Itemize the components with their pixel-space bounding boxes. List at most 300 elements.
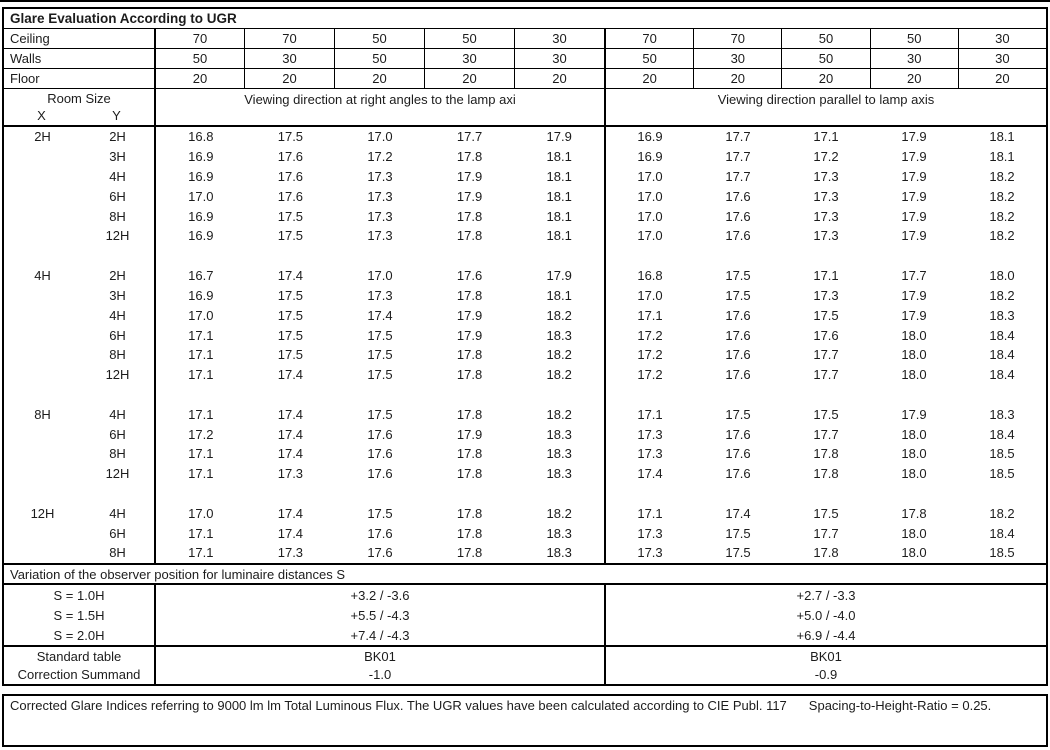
ugr-value-cell: 17.8 bbox=[813, 466, 839, 482]
right-panel-header: Viewing direction parallel to lamp axis bbox=[604, 89, 1046, 125]
room-y-value: 2H bbox=[109, 129, 126, 145]
parallel-values-group bbox=[604, 246, 1046, 266]
ugr-value-cell bbox=[870, 385, 958, 405]
ugr-value-cell bbox=[606, 484, 694, 504]
surface-row-label: Ceiling bbox=[10, 31, 50, 46]
room-x-value: 4H bbox=[34, 268, 51, 284]
right-angle-values-group bbox=[154, 345, 604, 365]
ugr-value-cell: 18.0 bbox=[901, 466, 927, 482]
surface-value-cell: 50 bbox=[334, 49, 424, 68]
ugr-value-cell: 18.1 bbox=[546, 169, 572, 185]
correction-summand-row bbox=[4, 666, 1046, 685]
ugr-value-cell: 17.6 bbox=[367, 525, 393, 541]
footer-text: Corrected Glare Indices referring to 9000 lm lm Total Luminous Flux. The UGR values have been calculated according to CIE Publ. 117 bbox=[10, 698, 787, 713]
ugr-value-cell: 17.6 bbox=[725, 307, 751, 323]
room-size-header bbox=[4, 89, 154, 125]
ugr-value-cell: 17.3 bbox=[367, 228, 393, 244]
table-row bbox=[4, 167, 1046, 187]
surface-value-cell: 70 bbox=[604, 29, 693, 48]
ugr-value-cell: 18.2 bbox=[989, 208, 1015, 224]
room-y-value: 8H bbox=[109, 208, 126, 224]
ugr-value-cell: 17.1 bbox=[637, 505, 663, 521]
variation-section-label: Variation of the observer position for luminaire distances S bbox=[4, 565, 1046, 585]
parallel-values-group bbox=[604, 147, 1046, 167]
ugr-value-cell: 17.7 bbox=[901, 268, 927, 284]
ugr-value-cell: 17.2 bbox=[188, 426, 214, 442]
room-y-value: 6H bbox=[109, 426, 126, 442]
table-row bbox=[4, 365, 1046, 385]
room-y-value: 12H bbox=[105, 367, 130, 383]
ugr-value-cell: 17.4 bbox=[277, 525, 304, 541]
ugr-value-cell: 17.6 bbox=[725, 208, 751, 224]
ugr-value-cell: 17.3 bbox=[367, 188, 393, 204]
surface-value-cell: 20 bbox=[781, 69, 869, 88]
ugr-value-cell: 17.0 bbox=[637, 228, 663, 244]
ugr-value-cell: 18.2 bbox=[546, 367, 572, 383]
right-angle-values-group bbox=[154, 286, 604, 306]
surface-row-ceiling bbox=[4, 29, 1046, 49]
room-y-value: 8H bbox=[109, 347, 126, 363]
parallel-values-group bbox=[604, 365, 1046, 385]
table-row bbox=[4, 186, 1046, 206]
ugr-value-cell: 18.1 bbox=[546, 188, 572, 204]
table-row bbox=[4, 543, 1046, 563]
ugr-value-cell: 17.5 bbox=[277, 327, 304, 343]
ugr-value-cell: 17.3 bbox=[637, 525, 663, 541]
spacing-ratio-text: Spacing-to-Height-Ratio = 0.25. bbox=[808, 698, 992, 713]
ugr-value-cell: 17.4 bbox=[367, 307, 393, 323]
ugr-value-cell: 18.3 bbox=[546, 525, 572, 541]
ugr-value-cell: 17.0 bbox=[637, 188, 663, 204]
ugr-value-cell: 17.4 bbox=[277, 406, 304, 422]
ugr-value-cell: 17.1 bbox=[188, 327, 214, 343]
room-y-value: 4H bbox=[109, 169, 126, 185]
ugr-value-cell bbox=[782, 385, 870, 405]
ugr-value-cell bbox=[514, 385, 604, 405]
ugr-value-cell: 18.4 bbox=[989, 525, 1015, 541]
room-y-value: 12H bbox=[105, 466, 130, 482]
ugr-value-cell: 18.0 bbox=[901, 426, 927, 442]
ugr-value-cell bbox=[782, 484, 870, 504]
ugr-value-cell: 16.9 bbox=[188, 287, 214, 303]
variation-row-label: S = 1.0H bbox=[53, 587, 105, 603]
room-size-label: Room Size bbox=[47, 91, 111, 106]
ugr-value-cell bbox=[335, 484, 425, 504]
surface-value-cell: 20 bbox=[154, 69, 244, 88]
surface-value-cell: 20 bbox=[693, 69, 781, 88]
variation-right-value: +5.0 / -4.0 bbox=[604, 605, 1046, 625]
room-y-value: 8H bbox=[109, 446, 126, 462]
surface-value-cell: 70 bbox=[244, 29, 334, 48]
ugr-value-cell bbox=[958, 484, 1046, 504]
ugr-value-cell: 18.2 bbox=[546, 406, 572, 422]
table-row bbox=[4, 424, 1046, 444]
ugr-value-cell: 18.4 bbox=[989, 426, 1015, 442]
ugr-value-cell: 17.2 bbox=[367, 149, 393, 165]
ugr-value-cell bbox=[606, 385, 694, 405]
ugr-value-cell: 17.3 bbox=[277, 545, 304, 561]
surface-value-cell: 20 bbox=[514, 69, 604, 88]
surface-value-cell: 70 bbox=[693, 29, 781, 48]
ugr-value-cell: 17.4 bbox=[637, 466, 663, 482]
ugr-value-cell: 17.3 bbox=[813, 228, 839, 244]
variation-row-label: S = 1.5H bbox=[53, 607, 105, 623]
ugr-value-cell: 18.5 bbox=[989, 545, 1015, 561]
surface-value-cell: 50 bbox=[604, 49, 693, 68]
ugr-value-cell: 17.9 bbox=[456, 188, 483, 204]
variation-right-value: +2.7 / -3.3 bbox=[604, 585, 1046, 605]
ugr-value-cell: 17.3 bbox=[367, 169, 393, 185]
ugr-value-cell: 18.3 bbox=[546, 327, 572, 343]
ugr-value-cell: 17.3 bbox=[637, 426, 663, 442]
room-x-value bbox=[4, 464, 81, 484]
ugr-value-cell: 17.9 bbox=[901, 169, 927, 185]
standard-table-label: Standard table bbox=[36, 648, 122, 664]
ugr-value-cell bbox=[335, 246, 425, 266]
ugr-value-cell: 17.9 bbox=[901, 129, 927, 145]
ugr-value-cell: 17.1 bbox=[188, 347, 214, 363]
ugr-value-cell: 17.5 bbox=[277, 347, 304, 363]
right-angle-values-group bbox=[154, 444, 604, 464]
surface-row-floor bbox=[4, 69, 1046, 89]
surface-row-label: Walls bbox=[10, 51, 42, 66]
ugr-value-cell: 17.9 bbox=[546, 129, 572, 145]
surface-value-cell: 30 bbox=[958, 29, 1046, 48]
ugr-value-cell bbox=[156, 385, 246, 405]
ugr-value-cell: 17.5 bbox=[367, 367, 393, 383]
ugr-value-cell bbox=[694, 484, 782, 504]
ugr-value-cell: 17.4 bbox=[277, 446, 304, 462]
ugr-value-cell: 17.6 bbox=[813, 327, 839, 343]
right-angle-values-group bbox=[154, 543, 604, 563]
right-angle-values-group bbox=[154, 206, 604, 226]
right-angle-values-group bbox=[154, 167, 604, 187]
ugr-value-cell: 18.0 bbox=[989, 268, 1015, 284]
ugr-value-cell: 17.5 bbox=[813, 406, 839, 422]
standard-table-left-value: BK01 bbox=[154, 647, 604, 666]
surface-value-cell: 20 bbox=[334, 69, 424, 88]
standard-table-right-value: BK01 bbox=[604, 647, 1046, 666]
ugr-value-cell: 17.3 bbox=[813, 169, 839, 185]
ugr-value-cell: 18.1 bbox=[989, 129, 1015, 145]
ugr-value-cell: 18.1 bbox=[546, 149, 572, 165]
ugr-value-cell: 17.8 bbox=[456, 228, 483, 244]
ugr-value-cell: 18.2 bbox=[546, 505, 572, 521]
table-row bbox=[4, 147, 1046, 167]
ugr-value-cell: 17.3 bbox=[637, 446, 663, 462]
left-panel-header: Viewing direction at right angles to the lamp axi bbox=[154, 89, 604, 125]
ugr-value-cell: 18.2 bbox=[989, 188, 1015, 204]
ugr-value-cell: 17.5 bbox=[725, 545, 751, 561]
ugr-value-cell: 17.1 bbox=[813, 129, 839, 145]
ugr-value-cell: 18.0 bbox=[901, 367, 927, 383]
ugr-value-cell: 17.4 bbox=[725, 505, 751, 521]
ugr-value-cell: 17.8 bbox=[456, 287, 483, 303]
ugr-value-cell: 17.7 bbox=[725, 149, 751, 165]
ugr-value-cell: 17.0 bbox=[637, 208, 663, 224]
variation-row-s20 bbox=[4, 625, 1046, 645]
correction-summand-label: Correction Summand bbox=[17, 667, 141, 683]
ugr-value-cell: 17.5 bbox=[277, 307, 304, 323]
ugr-value-cell: 17.6 bbox=[367, 466, 393, 482]
ugr-value-cell: 17.3 bbox=[813, 287, 839, 303]
ugr-value-cell: 18.3 bbox=[546, 446, 572, 462]
variation-right-value: +6.9 / -4.4 bbox=[604, 625, 1046, 645]
ugr-value-cell: 17.4 bbox=[277, 268, 304, 284]
ugr-value-cell bbox=[156, 246, 246, 266]
ugr-value-cell: 17.1 bbox=[188, 545, 214, 561]
ugr-value-cell bbox=[958, 385, 1046, 405]
surface-value-cell: 50 bbox=[870, 29, 958, 48]
surface-value-cell: 30 bbox=[958, 49, 1046, 68]
room-x-value bbox=[4, 523, 81, 543]
right-angle-values-group bbox=[154, 246, 604, 266]
ugr-value-cell: 17.8 bbox=[456, 406, 483, 422]
ugr-value-cell bbox=[782, 246, 870, 266]
ugr-value-cell bbox=[335, 385, 425, 405]
ugr-value-cell: 17.4 bbox=[277, 426, 304, 442]
ugr-value-cell: 18.2 bbox=[989, 287, 1015, 303]
ugr-value-cell: 17.5 bbox=[277, 129, 304, 145]
room-x-value bbox=[4, 246, 81, 266]
ugr-value-cell: 17.6 bbox=[725, 228, 751, 244]
page-top-border bbox=[0, 0, 1050, 2]
ugr-value-cell: 17.6 bbox=[725, 426, 751, 442]
surface-row-walls bbox=[4, 49, 1046, 69]
ugr-value-cell: 17.6 bbox=[725, 327, 751, 343]
room-x-value bbox=[4, 167, 81, 187]
ugr-value-cell bbox=[694, 385, 782, 405]
ugr-value-cell: 18.1 bbox=[546, 228, 572, 244]
room-x-value bbox=[4, 365, 81, 385]
correction-summand-left-value: -1.0 bbox=[154, 666, 604, 685]
room-x-value bbox=[4, 186, 81, 206]
room-x-value bbox=[4, 484, 81, 504]
ugr-value-cell bbox=[246, 385, 336, 405]
ugr-value-cell: 17.9 bbox=[456, 169, 483, 185]
variation-row-s15 bbox=[4, 605, 1046, 625]
room-y-value: 3H bbox=[109, 149, 126, 165]
ugr-value-cell: 17.1 bbox=[188, 525, 214, 541]
ugr-value-cell: 17.8 bbox=[456, 367, 483, 383]
ugr-value-cell bbox=[606, 246, 694, 266]
ugr-value-cell: 16.8 bbox=[637, 268, 663, 284]
ugr-value-cell: 17.4 bbox=[277, 505, 304, 521]
parallel-values-group bbox=[604, 305, 1046, 325]
ugr-value-cell bbox=[425, 385, 515, 405]
surface-value-cell: 30 bbox=[870, 49, 958, 68]
ugr-value-cell: 17.3 bbox=[277, 466, 304, 482]
ugr-value-cell: 17.1 bbox=[188, 367, 214, 383]
ugr-value-cell: 17.3 bbox=[367, 287, 393, 303]
ugr-value-cell bbox=[514, 246, 604, 266]
table-title: Glare Evaluation According to UGR bbox=[4, 9, 1046, 29]
table-row bbox=[4, 503, 1046, 523]
ugr-value-cell: 17.1 bbox=[188, 406, 214, 422]
room-y-value bbox=[81, 484, 154, 504]
room-x-value bbox=[4, 226, 81, 246]
ugr-value-cell bbox=[246, 484, 336, 504]
ugr-value-cell: 18.4 bbox=[989, 327, 1015, 343]
ugr-value-cell: 16.9 bbox=[188, 149, 214, 165]
room-x-value bbox=[4, 345, 81, 365]
ugr-value-cell: 18.3 bbox=[546, 466, 572, 482]
parallel-values-group bbox=[604, 523, 1046, 543]
ugr-value-cell: 18.0 bbox=[901, 545, 927, 561]
room-y-value: 6H bbox=[109, 525, 126, 541]
right-angle-values-group bbox=[154, 503, 604, 523]
ugr-value-cell: 17.5 bbox=[725, 525, 751, 541]
ugr-value-cell: 17.3 bbox=[813, 188, 839, 204]
spacer-row bbox=[4, 484, 1046, 504]
ugr-value-cell: 17.9 bbox=[901, 307, 927, 323]
surface-value-cell: 50 bbox=[424, 29, 514, 48]
right-angle-values-group bbox=[154, 127, 604, 147]
surface-value-cell: 20 bbox=[244, 69, 334, 88]
right-angle-values-group bbox=[154, 147, 604, 167]
ugr-value-cell: 17.8 bbox=[456, 347, 483, 363]
room-x-value bbox=[4, 325, 81, 345]
parallel-values-group bbox=[604, 345, 1046, 365]
ugr-value-cell: 17.9 bbox=[456, 307, 483, 323]
ugr-value-cell: 18.2 bbox=[989, 228, 1015, 244]
ugr-value-cell: 17.8 bbox=[901, 505, 927, 521]
parallel-values-group bbox=[604, 503, 1046, 523]
ugr-value-cell: 17.2 bbox=[813, 149, 839, 165]
table-row bbox=[4, 127, 1046, 147]
parallel-values-group bbox=[604, 385, 1046, 405]
ugr-value-cell: 17.8 bbox=[456, 545, 483, 561]
variation-rows bbox=[4, 585, 1046, 645]
surface-value-cell: 20 bbox=[604, 69, 693, 88]
ugr-value-cell: 17.7 bbox=[456, 129, 483, 145]
ugr-value-cell: 18.3 bbox=[546, 426, 572, 442]
parallel-values-group bbox=[604, 186, 1046, 206]
ugr-value-cell: 17.5 bbox=[277, 208, 304, 224]
table-row bbox=[4, 206, 1046, 226]
ugr-value-cell: 17.0 bbox=[637, 169, 663, 185]
y-axis-label: Y bbox=[112, 108, 121, 123]
right-angle-values-group bbox=[154, 464, 604, 484]
ugr-value-cell: 17.5 bbox=[725, 287, 751, 303]
table-row bbox=[4, 404, 1046, 424]
ugr-value-cell: 17.1 bbox=[188, 466, 214, 482]
ugr-value-cell: 17.7 bbox=[725, 169, 751, 185]
ugr-value-cell: 17.0 bbox=[188, 505, 214, 521]
room-y-value bbox=[81, 385, 154, 405]
footer-note bbox=[2, 694, 1048, 747]
parallel-values-group bbox=[604, 484, 1046, 504]
ugr-data-rows bbox=[4, 127, 1046, 565]
table-row bbox=[4, 523, 1046, 543]
ugr-value-cell: 17.6 bbox=[725, 446, 751, 462]
room-x-value bbox=[4, 206, 81, 226]
parallel-values-group bbox=[604, 325, 1046, 345]
parallel-values-group bbox=[604, 404, 1046, 424]
table-row bbox=[4, 286, 1046, 306]
ugr-value-cell: 17.3 bbox=[367, 208, 393, 224]
ugr-value-cell: 17.6 bbox=[277, 188, 304, 204]
ugr-value-cell: 17.8 bbox=[456, 446, 483, 462]
parallel-values-group bbox=[604, 464, 1046, 484]
ugr-value-cell: 18.1 bbox=[546, 287, 572, 303]
ugr-value-cell: 17.5 bbox=[367, 406, 393, 422]
room-y-value: 12H bbox=[105, 228, 130, 244]
room-xy-labels bbox=[4, 108, 154, 123]
ugr-value-cell: 17.0 bbox=[367, 129, 393, 145]
ugr-value-cell: 17.6 bbox=[456, 268, 483, 284]
room-y-value bbox=[81, 246, 154, 266]
ugr-value-cell: 17.8 bbox=[813, 446, 839, 462]
surface-value-cell: 30 bbox=[514, 29, 604, 48]
table-row bbox=[4, 464, 1046, 484]
ugr-value-cell: 17.9 bbox=[901, 287, 927, 303]
ugr-value-cell: 17.7 bbox=[813, 367, 839, 383]
ugr-value-cell: 17.2 bbox=[637, 327, 663, 343]
x-axis-label: X bbox=[37, 108, 46, 123]
surface-value-cell: 20 bbox=[870, 69, 958, 88]
spacer-row bbox=[4, 385, 1046, 405]
parallel-values-group bbox=[604, 167, 1046, 187]
room-y-value: 3H bbox=[109, 287, 126, 303]
ugr-value-cell bbox=[958, 246, 1046, 266]
table-row bbox=[4, 226, 1046, 246]
ugr-value-cell: 17.7 bbox=[725, 129, 751, 145]
surface-value-cell: 30 bbox=[514, 49, 604, 68]
right-angle-values-group bbox=[154, 365, 604, 385]
variation-left-value: +7.4 / -4.3 bbox=[154, 625, 604, 645]
room-x-value bbox=[4, 147, 81, 167]
viewing-header-row bbox=[4, 89, 1046, 127]
ugr-value-cell: 18.2 bbox=[546, 307, 572, 323]
surface-value-cell: 20 bbox=[424, 69, 514, 88]
right-angle-values-group bbox=[154, 266, 604, 286]
variation-left-value: +3.2 / -3.6 bbox=[154, 585, 604, 605]
ugr-value-cell: 16.9 bbox=[637, 129, 663, 145]
right-angle-values-group bbox=[154, 385, 604, 405]
table-row bbox=[4, 305, 1046, 325]
ugr-value-cell bbox=[514, 484, 604, 504]
ugr-value-cell: 17.5 bbox=[813, 505, 839, 521]
ugr-value-cell: 17.9 bbox=[546, 268, 572, 284]
variation-left-value: +5.5 / -4.3 bbox=[154, 605, 604, 625]
ugr-value-cell: 16.9 bbox=[637, 149, 663, 165]
ugr-value-cell: 17.6 bbox=[367, 545, 393, 561]
standard-table-row bbox=[4, 647, 1046, 666]
room-y-value: 4H bbox=[109, 307, 126, 323]
ugr-value-cell: 17.5 bbox=[367, 505, 393, 521]
ugr-value-cell: 18.5 bbox=[989, 466, 1015, 482]
surface-value-cell: 50 bbox=[154, 49, 244, 68]
ugr-value-cell: 17.7 bbox=[813, 525, 839, 541]
ugr-value-cell: 17.6 bbox=[725, 466, 751, 482]
ugr-value-cell: 17.6 bbox=[277, 149, 304, 165]
ugr-value-cell: 18.0 bbox=[901, 327, 927, 343]
room-x-value bbox=[4, 286, 81, 306]
surface-value-cell: 30 bbox=[244, 49, 334, 68]
surface-value-cell: 50 bbox=[781, 29, 869, 48]
table-row bbox=[4, 444, 1046, 464]
ugr-value-cell: 18.1 bbox=[989, 149, 1015, 165]
table-row bbox=[4, 325, 1046, 345]
ugr-value-cell: 16.7 bbox=[188, 268, 214, 284]
ugr-value-cell: 17.9 bbox=[901, 188, 927, 204]
ugr-value-cell: 17.9 bbox=[901, 149, 927, 165]
ugr-value-cell: 18.4 bbox=[989, 347, 1015, 363]
room-x-value bbox=[4, 305, 81, 325]
ugr-value-cell: 17.5 bbox=[277, 228, 304, 244]
ugr-value-cell: 17.5 bbox=[367, 327, 393, 343]
